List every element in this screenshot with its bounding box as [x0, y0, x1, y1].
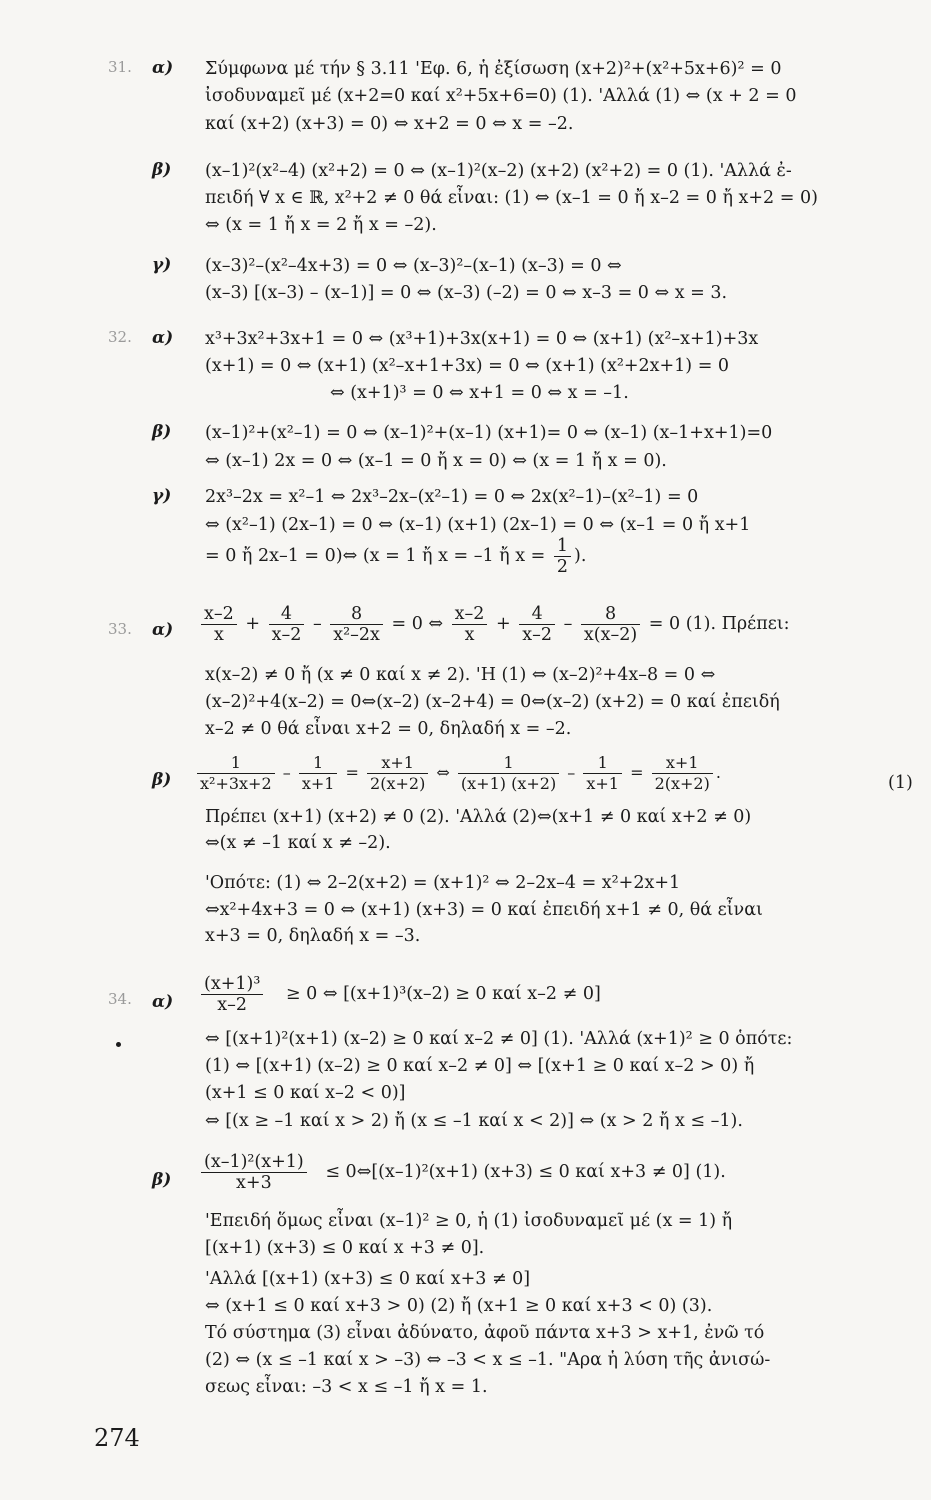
ex32-c-line1: 2x³–2x = x²–1 ⇔ 2x³–2x–(x²–1) = 0 ⇔ 2x(x²–1)–(x²–1) = 0	[205, 487, 699, 507]
ex33-b-line5: ⇔x²+4x+3 = 0 ⇔ (x+1) (x+3) = 0 καί ἐπειδή x+1 ≠ 0, θά εἶναι	[205, 900, 763, 920]
fraction	[330, 604, 383, 645]
fraction-denominator: x	[213, 625, 224, 645]
ex33-b-line4: 'Οπότε: (1) ⇔ 2–2(x+2) = (x+1)² ⇔ 2–2x–4 = x²+2x+1	[205, 873, 681, 893]
ex33-b-line2: Πρέπει (x+1) (x+2) ≠ 0 (2). 'Αλλά (2)⇔(x+1 ≠ 0 καί x+2 ≠ 0)	[205, 807, 752, 827]
fraction	[452, 604, 488, 645]
ex34-a-line2: ⇔ [(x+1)²(x+1) (x–2) ≥ 0 καί x–2 ≠ 0] (1). 'Αλλά (x+1)² ≥ 0 ὁπότε:	[205, 1029, 793, 1049]
ex33-b-line3: ⇔(x ≠ –1 καί x ≠ –2).	[205, 833, 391, 853]
part-label-32c: γ)	[152, 486, 172, 506]
part-label-31a: α)	[152, 58, 174, 78]
ex33-a-line4: x–2 ≠ 0 θά εἶναι x+2 = 0, δηλαδή x = –2.	[205, 719, 572, 739]
operator: –	[282, 763, 291, 782]
ex32-c-line3-end: ).	[574, 546, 587, 566]
fraction-denominator: x²–2x	[333, 625, 380, 645]
ex32-c-line2: ⇔ (x²–1) (2x–1) = 0 ⇔ (x–1) (x+1) (2x–1) = 0 ⇔ (x–1 = 0 ἤ x+1	[205, 515, 751, 535]
fraction-denominator: x+1	[586, 774, 619, 793]
part-label-32b: β)	[152, 422, 172, 442]
operator: –	[567, 763, 576, 782]
fraction-one-half	[554, 536, 571, 577]
fraction-numerator: 8	[581, 604, 640, 625]
fraction-denominator: x–2	[271, 625, 302, 645]
fraction	[652, 753, 713, 794]
fraction	[201, 974, 263, 1015]
part-label-34b: β)	[152, 1170, 172, 1190]
page-number: 274	[94, 1424, 140, 1452]
equation-middle: = 0 ⇔	[391, 614, 444, 634]
ex32-b-line1: (x–1)²+(x²–1) = 0 ⇔ (x–1)²+(x–1) (x+1)= 0 ⇔ (x–1) (x–1+x+1)=0	[205, 423, 773, 443]
ex34-b-line8: σεως εἶναι: –3 < x ≤ –1 ἤ x = 1.	[205, 1377, 488, 1397]
ex33-a-line2: x(x–2) ≠ 0 ἤ (x ≠ 0 καί x ≠ 2). 'Η (1) ⇔ (x–2)²+4x–8 = 0 ⇔	[205, 665, 716, 685]
ex32-a-line1: x³+3x²+3x+1 = 0 ⇔ (x³+1)+3x(x+1) = 0 ⇔ (x+1) (x²–x+1)+3x	[205, 329, 759, 349]
fraction-numerator: (x+1)³	[201, 974, 263, 995]
ex31-a-line3: καί (x+2) (x+3) = 0) ⇔ x+2 = 0 ⇔ x = –2.	[205, 114, 574, 134]
part-label-33a: α)	[152, 620, 174, 640]
ex34-a-line1-rest: ≥ 0 ⇔ [(x+1)³(x–2) ≥ 0 καί x–2 ≠ 0]	[285, 984, 601, 1004]
fraction-denominator: x–2	[217, 995, 248, 1015]
fraction-denominator: x+1	[301, 774, 335, 793]
fraction-numerator: x–2	[452, 604, 488, 625]
part-label-32a: α)	[152, 328, 174, 348]
fraction-denominator: x–2	[522, 625, 553, 645]
fraction-numerator: x+1	[652, 753, 713, 774]
ex33-b-line6: x+3 = 0, δηλαδή x = –3.	[205, 926, 421, 946]
part-label-34a: α)	[152, 992, 174, 1012]
bullet-mark	[116, 1042, 121, 1047]
fraction	[299, 753, 338, 794]
ex34-b-line1	[198, 1152, 726, 1193]
ex34-b-line7: (2) ⇔ (x ≤ –1 καί x > –3) ⇔ –3 < x ≤ –1. "Αρα ἡ λύση τῆς ἀνισώ-	[205, 1350, 771, 1370]
fraction	[201, 604, 237, 645]
ex34-b-line2: 'Επειδή ὅμως εἶναι (x–1)² ≥ 0, ἡ (1) ἰσοδυναμεῖ μέ (x = 1) ἤ	[205, 1211, 733, 1231]
exercise-number-33: 33.	[108, 620, 132, 638]
fraction-denominator: (x+1) (x+2)	[460, 774, 557, 793]
equivalence-sign: ⇔	[436, 763, 450, 782]
part-label-33b: β)	[152, 770, 172, 790]
fraction-denominator: x	[464, 625, 475, 645]
fraction	[583, 753, 622, 794]
ex32-a-line3: ⇔ (x+1)³ = 0 ⇔ x+1 = 0 ⇔ x = –1.	[330, 383, 629, 403]
fraction-numerator: 4	[519, 604, 555, 625]
operator: –	[312, 614, 322, 634]
fraction-denominator: x(x–2)	[583, 625, 638, 645]
operator: +	[245, 614, 261, 634]
fraction-numerator: 1	[554, 536, 571, 557]
operator: =	[345, 763, 359, 782]
ex34-a-line1	[198, 974, 601, 1015]
ex32-b-line2: ⇔ (x–1) 2x = 0 ⇔ (x–1 = 0 ἤ x = 0) ⇔ (x = 1 ἤ x = 0).	[205, 451, 667, 471]
ex31-b-line2: πειδή ∀ x ∈ ℝ, x²+2 ≠ 0 θά εἶναι: (1) ⇔ (x–1 = 0 ἤ x–2 = 0 ἤ x+2 = 0)	[205, 188, 818, 208]
ex32-c-line3-start: = 0 ἤ 2x–1 = 0)⇔ (x = 1 ἤ x = –1 ἤ x =	[205, 546, 546, 566]
fraction-numerator: (x–1)²(x+1)	[201, 1152, 307, 1173]
ex33-a-line3: (x–2)²+4(x–2) = 0⇔(x–2) (x–2+4) = 0⇔(x–2) (x+2) = 0 καί ἐπειδή	[205, 692, 780, 712]
ex34-b-line6: Τό σύστημα (3) εἶναι ἀδύνατο, ἀφοῦ πάντα x+3 > x+1, ἐνῶ τό	[205, 1323, 765, 1343]
ex34-a-line3: (1) ⇔ [(x+1) (x–2) ≥ 0 καί x–2 ≠ 0] ⇔ [(x+1 ≥ 0 καί x–2 > 0) ἤ	[205, 1056, 755, 1076]
equation-end: .	[715, 763, 721, 782]
fraction-denominator: x+3	[236, 1173, 272, 1193]
ex34-b-line4: 'Αλλά [(x+1) (x+3) ≤ 0 καί x+3 ≠ 0]	[205, 1269, 531, 1289]
ex32-a-line2: (x+1) = 0 ⇔ (x+1) (x²–x+1+3x) = 0 ⇔ (x+1) (x²+2x+1) = 0	[205, 356, 730, 376]
fraction	[581, 604, 640, 645]
fraction	[367, 753, 428, 794]
operator: –	[563, 614, 573, 634]
ex31-b-line1: (x–1)²(x²–4) (x²+2) = 0 ⇔ (x–1)²(x–2) (x+2) (x²+2) = 0 (1). 'Αλλά ἐ-	[205, 161, 792, 181]
fraction-denominator: 2(x+2)	[370, 774, 426, 793]
ex34-a-line4: (x+1 ≤ 0 καί x–2 < 0)]	[205, 1083, 406, 1103]
ex31-a-line1: Σύμφωνα μέ τήν § 3.11 'Εφ. 6, ἡ ἐξίσωση (x+2)²+(x²+5x+6)² = 0	[205, 59, 782, 79]
ex34-b-line3: [(x+1) (x+3) ≤ 0 καί x +3 ≠ 0].	[205, 1238, 485, 1258]
fraction-numerator: 1	[583, 753, 622, 774]
ex34-b-line5: ⇔ (x+1 ≤ 0 καί x+3 > 0) (2) ἤ (x+1 ≥ 0 καί x+3 < 0) (3).	[205, 1296, 713, 1316]
fraction-denominator: 2	[556, 557, 569, 577]
fraction	[197, 753, 275, 794]
fraction	[458, 753, 559, 794]
equation-end: = 0 (1). Πρέπει:	[648, 614, 790, 634]
fraction-numerator: x–2	[201, 604, 237, 625]
exercise-number-34: 34.	[108, 990, 132, 1008]
fraction-denominator: x²+3x+2	[200, 774, 272, 793]
fraction	[201, 1152, 307, 1193]
exercise-number-32: 32.	[108, 328, 132, 346]
ex33-b-equation	[194, 753, 721, 794]
fraction-numerator: 8	[330, 604, 383, 625]
ex33-b-equation-tag: (1)	[888, 773, 913, 793]
fraction-numerator: 1	[458, 753, 559, 774]
ex31-c-line1: (x–3)²–(x²–4x+3) = 0 ⇔ (x–3)²–(x–1) (x–3) = 0 ⇔	[205, 256, 622, 276]
operator: =	[630, 763, 644, 782]
exercise-number-31: 31.	[108, 58, 132, 76]
fraction-numerator: x+1	[367, 753, 428, 774]
part-label-31b: β)	[152, 160, 172, 180]
fraction-denominator: 2(x+2)	[654, 774, 710, 793]
ex32-c-line3	[205, 536, 586, 577]
ex34-b-line1-rest: ≤ 0⇔[(x–1)²(x+1) (x+3) ≤ 0 καί x+3 ≠ 0] (1).	[325, 1162, 726, 1182]
ex31-c-line2: (x–3) [(x–3) – (x–1)] = 0 ⇔ (x–3) (–2) = 0 ⇔ x–3 = 0 ⇔ x = 3.	[205, 283, 728, 303]
ex31-a-line2: ἰσοδυναμεῖ μέ (x+2=0 καί x²+5x+6=0) (1). 'Αλλά (1) ⇔ (x + 2 = 0	[205, 86, 797, 106]
fraction-numerator: 1	[197, 753, 275, 774]
operator: +	[496, 614, 511, 634]
fraction-numerator: 4	[269, 604, 305, 625]
fraction-numerator: 1	[299, 753, 338, 774]
fraction	[519, 604, 555, 645]
part-label-31c: γ)	[152, 255, 172, 275]
ex34-a-line5: ⇔ [(x ≥ –1 καί x > 2) ἤ (x ≤ –1 καί x < 2)] ⇔ (x > 2 ἤ x ≤ –1).	[205, 1111, 743, 1131]
ex31-b-line3: ⇔ (x = 1 ἤ x = 2 ἤ x = –2).	[205, 215, 437, 235]
fraction	[269, 604, 305, 645]
ex33-a-equation	[198, 604, 790, 645]
